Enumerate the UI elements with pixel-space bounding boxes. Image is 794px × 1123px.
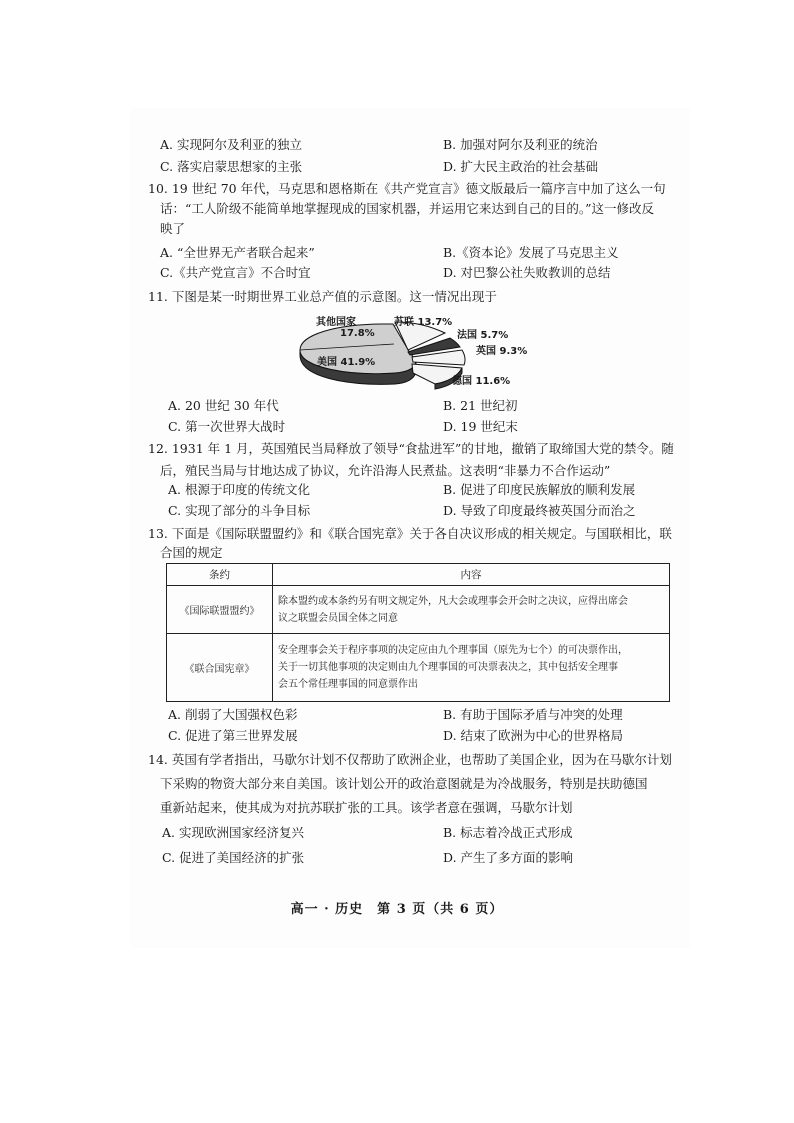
treaty-comparison-table <box>166 563 670 702</box>
q10-stem-line3: 映了 <box>160 221 186 236</box>
q14-option-d: D. 产生了多方面的影响 <box>443 850 574 865</box>
table-row <box>167 634 670 702</box>
table-cell-league-covenant: 《国际联盟盟约》 <box>167 586 273 634</box>
league-rule-line2: 议之联盟会员国全体之同意 <box>278 612 398 624</box>
q9-option-b: B. 加强对阿尔及利亚的统治 <box>443 137 598 152</box>
q14-option-c: C. 促进了美国经济的扩张 <box>162 850 305 865</box>
q13-stem-line2: 合国的规定 <box>160 545 223 560</box>
q11-option-d: D. 19 世纪末 <box>443 419 518 434</box>
q11-option-a: A. 20 世纪 30 年代 <box>168 398 279 413</box>
q13-stem-line1: 13. 下面是《国际联盟盟约》和《联合国宪章》关于各自决议形成的相关规定。与国联相比，联 <box>148 526 672 541</box>
table-cell-league-rule <box>273 586 670 634</box>
un-rule-line1: 安全理事会关于程序事项的决定应由九个理事国（原先为七个）的可决票作出， <box>278 645 628 656</box>
q14-stem-line2: 下采购的物资大部分来自美国。该计划公开的政治意图就是为冷战服务，特别是扶助德国 <box>160 776 648 791</box>
table-cell-un-rule <box>273 634 670 702</box>
q12-option-c: C. 实现了部分的斗争目标 <box>168 503 311 518</box>
pie-label-usa: 美国 41.9% <box>317 357 376 368</box>
q10-option-b: B.《资本论》发展了马克思主义 <box>443 245 619 260</box>
table-row <box>167 586 670 634</box>
pie-label-germany: 德国 11.6% <box>452 376 511 387</box>
q11-option-b: B. 21 世纪初 <box>443 398 518 413</box>
pie-label-other: 其他国家 <box>316 317 356 328</box>
q10-option-c: C.《共产党宣言》不合时宜 <box>160 265 311 280</box>
q10-stem-line2: 话：“工人阶级不能简单地掌握现成的国家机器，并运用它来达到自己的目的。”这一修改反 <box>160 201 655 216</box>
pie-label-france: 法国 5.7% <box>457 330 509 341</box>
page-footer: 高一 · 历史 第 3 页（共 6 页） <box>290 902 504 917</box>
table-header-treaty: 条约 <box>167 564 273 586</box>
q13-option-d: D. 结束了欧洲为中心的世界格局 <box>443 728 624 743</box>
q9-option-c: C. 落实启蒙思想家的主张 <box>160 159 303 174</box>
q11-option-c: C. 第一次世界大战时 <box>168 419 286 434</box>
q10-option-a: A. “全世界无产者联合起来” <box>160 245 315 260</box>
q10-stem-line1: 10. 19 世纪 70 年代，马克思和恩格斯在《共产党宣言》德文版最后一篇序言中加了这么一句 <box>148 181 666 196</box>
q14-stem-line1: 14. 英国有学者指出，马歇尔计划不仅帮助了欧洲企业，也帮助了美国企业，因为在马歇尔计划 <box>148 752 672 767</box>
q14-stem-line3: 重新站起来，使其成为对抗苏联扩张的工具。该学者意在强调，马歇尔计划 <box>160 800 573 815</box>
q14-option-a: A. 实现欧洲国家经济复兴 <box>162 825 304 840</box>
table-cell-un-charter: 《联合国宪章》 <box>167 634 273 702</box>
q12-option-a: A. 根源于印度的传统文化 <box>168 482 310 497</box>
q13-option-b: B. 有助于国际矛盾与冲突的处理 <box>443 707 623 722</box>
q9-option-d: D. 扩大民主政治的社会基础 <box>443 159 599 174</box>
q11-stem: 11. 下图是某一时期世界工业总产值的示意图。这一情况出现于 <box>148 289 497 304</box>
q12-option-d: D. 导致了印度最终被英国分而治之 <box>443 503 636 518</box>
q13-option-a: A. 削弱了大国强权色彩 <box>168 707 298 722</box>
q12-stem-line1: 12. 1931 年 1 月，英国殖民当局释放了领导“食盐进军”的甘地，撤销了取缔国大党的禁令。随 <box>148 441 674 456</box>
q12-stem-line2: 后，殖民当局与甘地达成了协议，允许沿海人民煮盐。这表明“非暴力不合作运动” <box>160 463 611 478</box>
q10-option-d: D. 对巴黎公社失败教训的总结 <box>443 265 611 280</box>
un-rule-line3: 会五个常任理事国的同意票作出 <box>278 679 418 690</box>
q14-option-b: B. 标志着冷战正式形成 <box>443 825 573 840</box>
table-header-content: 内容 <box>273 564 670 586</box>
pie-label-uk: 英国 9.3% <box>476 346 528 357</box>
q9-option-a: A. 实现阿尔及利亚的独立 <box>160 137 302 152</box>
q12-option-b: B. 促进了印度民族解放的顺利发展 <box>443 482 636 497</box>
q13-option-c: C. 促进了第三世界发展 <box>168 728 298 743</box>
table-header-row <box>167 564 670 586</box>
un-rule-line2: 关于一切其他事项的决定则由九个理事国的可决票表决之，其中包括安全理事 <box>278 662 618 673</box>
pie-label-ussr: 苏联 13.7% <box>394 317 453 328</box>
pie-label-other-value: 17.8% <box>340 328 375 339</box>
league-rule-line1: 除本盟约或本条约另有明文规定外，凡大会或理事会开会时之决议，应得出席会 <box>278 595 628 607</box>
